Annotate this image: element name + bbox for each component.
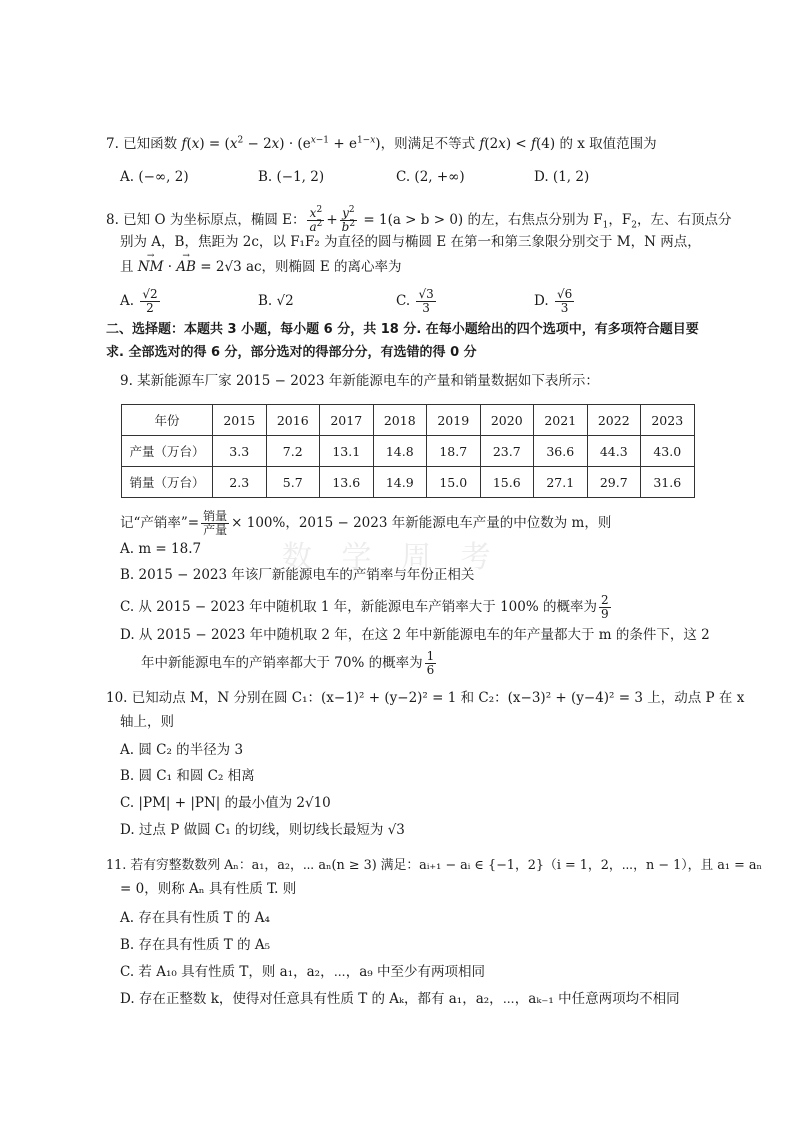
table-cell: 5.7	[266, 467, 320, 498]
table-row-sales	[122, 467, 695, 498]
q11-line-2: = 0，则称 Aₙ 具有性质 T. 则	[120, 881, 297, 897]
table-header-cell: 2023	[641, 405, 695, 436]
q8-line-3: 且 → NM · → AB = 2√3 ac，则椭圆 E 的离心率为	[120, 258, 402, 276]
q8-option-b: B. √2	[258, 293, 294, 309]
q7-option-a: A. (−∞, 2)	[120, 169, 189, 185]
q11-option-d: D. 存在正整数 k，使得对任意具有性质 T 的 Aₖ，都有 a₁，a₂，⋯，aₖ₋₁ 中任意两项均不相同	[120, 991, 680, 1007]
table-cell: 43.0	[641, 436, 695, 467]
table-cell: 27.1	[534, 467, 588, 498]
q9-data-table	[121, 404, 695, 498]
table-cell: 15.6	[480, 467, 534, 498]
table-row-production	[122, 436, 695, 467]
vector-nm: → NM	[138, 258, 164, 276]
q10-option-b: B. 圆 C₁ 和圆 C₂ 相离	[120, 768, 255, 784]
q11-option-b: B. 存在具有性质 T 的 A₅	[120, 937, 271, 953]
table-cell: 23.7	[480, 436, 534, 467]
table-cell: 18.7	[427, 436, 481, 467]
section-2-heading-line-2: 求. 全部选对的得 6 分，部分选对的得部分分，有选错的得 0 分	[106, 345, 477, 360]
table-header-cell: 2021	[534, 405, 588, 436]
table-cell: 7.2	[266, 436, 320, 467]
q11-line-1: 11. 若有穷整数数列 Aₙ：a₁，a₂，⋯ aₙ(n ≥ 3) 满足：aᵢ₊₁ − aᵢ ∈ {−1，2}（i = 1，2，⋯，n − 1），且 a₁ = aₙ	[106, 858, 763, 873]
q9-option-a: A. m = 18.7	[120, 541, 202, 557]
table-header-cell: 2019	[427, 405, 481, 436]
q10-option-c: C. |PM| + |PN| 的最小值为 2√10	[120, 795, 331, 811]
q7-option-d: D. (1, 2)	[534, 169, 590, 185]
table-cell: 36.6	[534, 436, 588, 467]
table-cell: 44.3	[587, 436, 641, 467]
q8-option-c: C. $\frac{√3}{3}$	[396, 287, 434, 315]
table-cell: 2.3	[213, 467, 267, 498]
table-header-cell: 2015	[213, 405, 267, 436]
q11-option-c: C. 若 A₁₀ 具有性质 T，则 a₁，a₂，⋯，a₉ 中至少有两项相同	[120, 964, 485, 980]
table-header-cell: 2022	[587, 405, 641, 436]
q8-frac-x: $\frac{x^2}{a^2}$	[309, 205, 323, 234]
table-cell: 13.1	[320, 436, 374, 467]
table-cell: 产量（万台）	[122, 436, 213, 467]
q9-definition: 记“产销率”= $\frac{\text{销量}}{\text{产量}}$ × 100%，2015 − 2023 年新能源电车产量的中位数为 m，则	[120, 509, 612, 537]
q9-stem: 9. 某新能源车厂家 2015 − 2023 年新能源电车的产量和销量数据如下表所示：	[120, 373, 599, 389]
q8-option-d: D. $\frac{√6}{3}$	[534, 287, 573, 315]
table-header-row	[122, 405, 695, 436]
table-cell: 14.8	[373, 436, 427, 467]
q9-option-c: C. 从 2015 − 2023 年中随机取 1 年，新能源电车产销率大于 100% 的概率为 $\frac{2}{9}$	[120, 593, 609, 621]
vector-ab: → AB	[176, 258, 196, 276]
q10-option-d: D. 过点 P 做圆 C₁ 的切线，则切线长最短为 √3	[120, 822, 405, 838]
q8-line-2: 别为 A，B，焦距为 2c，以 F₁F₂ 为直径的圆与椭圆 E 在第一和第三象限分别交于 M，N 两点，	[120, 234, 701, 250]
watermark: 数 学 周 考	[282, 540, 501, 575]
q10-option-a: A. 圆 C₂ 的半径为 3	[120, 742, 244, 758]
q9-option-d-line-1: D. 从 2015 − 2023 年中随机取 2 年，在这 2 年中新能源电车的年产量都大于 m 的条件下，这 2	[120, 627, 710, 643]
q9-ratio-fraction: $\frac{\text{销量}}{\text{产量}}$	[203, 509, 228, 537]
table-cell: 31.6	[641, 467, 695, 498]
q8-frac-y: $\frac{y^2}{b^2}$	[341, 205, 356, 234]
table-header-cell: 2020	[480, 405, 534, 436]
table-cell: 3.3	[213, 436, 267, 467]
q7-option-b: B. (−1, 2)	[258, 169, 325, 185]
table-header-cell: 2017	[320, 405, 374, 436]
table-cell: 15.0	[427, 467, 481, 498]
q11-option-a: A. 存在具有性质 T 的 A₄	[120, 910, 270, 926]
q7-stem: 7. 已知函数 $f(x) = (x^2 - 2x) \cdot (e^{x-1} + e^{1-x})$，则满足不等式 f(2x) < f(4) 的 x 取值范围为	[106, 135, 657, 152]
table-cell: 13.6	[320, 467, 374, 498]
section-2-heading-line-1: 二、选择题：本题共 3 小题，每小题 6 分，共 18 分. 在每小题给出的四个选项中，有多项符合题目要	[106, 322, 699, 337]
q10-line-2: 轴上，则	[120, 714, 174, 730]
q8-option-a: A. $\frac{√2}{2}$	[120, 287, 158, 315]
table-header-cell: 2018	[373, 405, 427, 436]
q9-option-b: B. 2015 − 2023 年该厂新能源电车的产销率与年份正相关	[120, 567, 475, 583]
q10-line-1: 10. 已知动点 M，N 分别在圆 C₁：(x−1)² + (y−2)² = 1 和 C₂：(x−3)² + (y−4)² = 3 上，动点 P 在 x	[106, 690, 745, 706]
q9-option-d-line-2: 年中新能源电车的产销率都大于 70% 的概率为 $\frac{1}{6}$	[141, 649, 435, 677]
q7-option-c: C. (2, +∞)	[396, 169, 465, 185]
table-cell: 29.7	[587, 467, 641, 498]
table-header-cell: 2016	[266, 405, 320, 436]
q8-line-1: 8. 已知 O 为坐标原点，椭圆 E： $\frac{x^2}{a^2}$ + $\frac{y^2}{b^2}$ = 1(a > b > 0) 的左，右焦点分别为 $F_1$，$F_2$，左、右顶点分	[106, 205, 732, 234]
table-header-cell: 年份	[122, 405, 213, 436]
table-cell: 销量（万台）	[122, 467, 213, 498]
table-cell: 14.9	[373, 467, 427, 498]
